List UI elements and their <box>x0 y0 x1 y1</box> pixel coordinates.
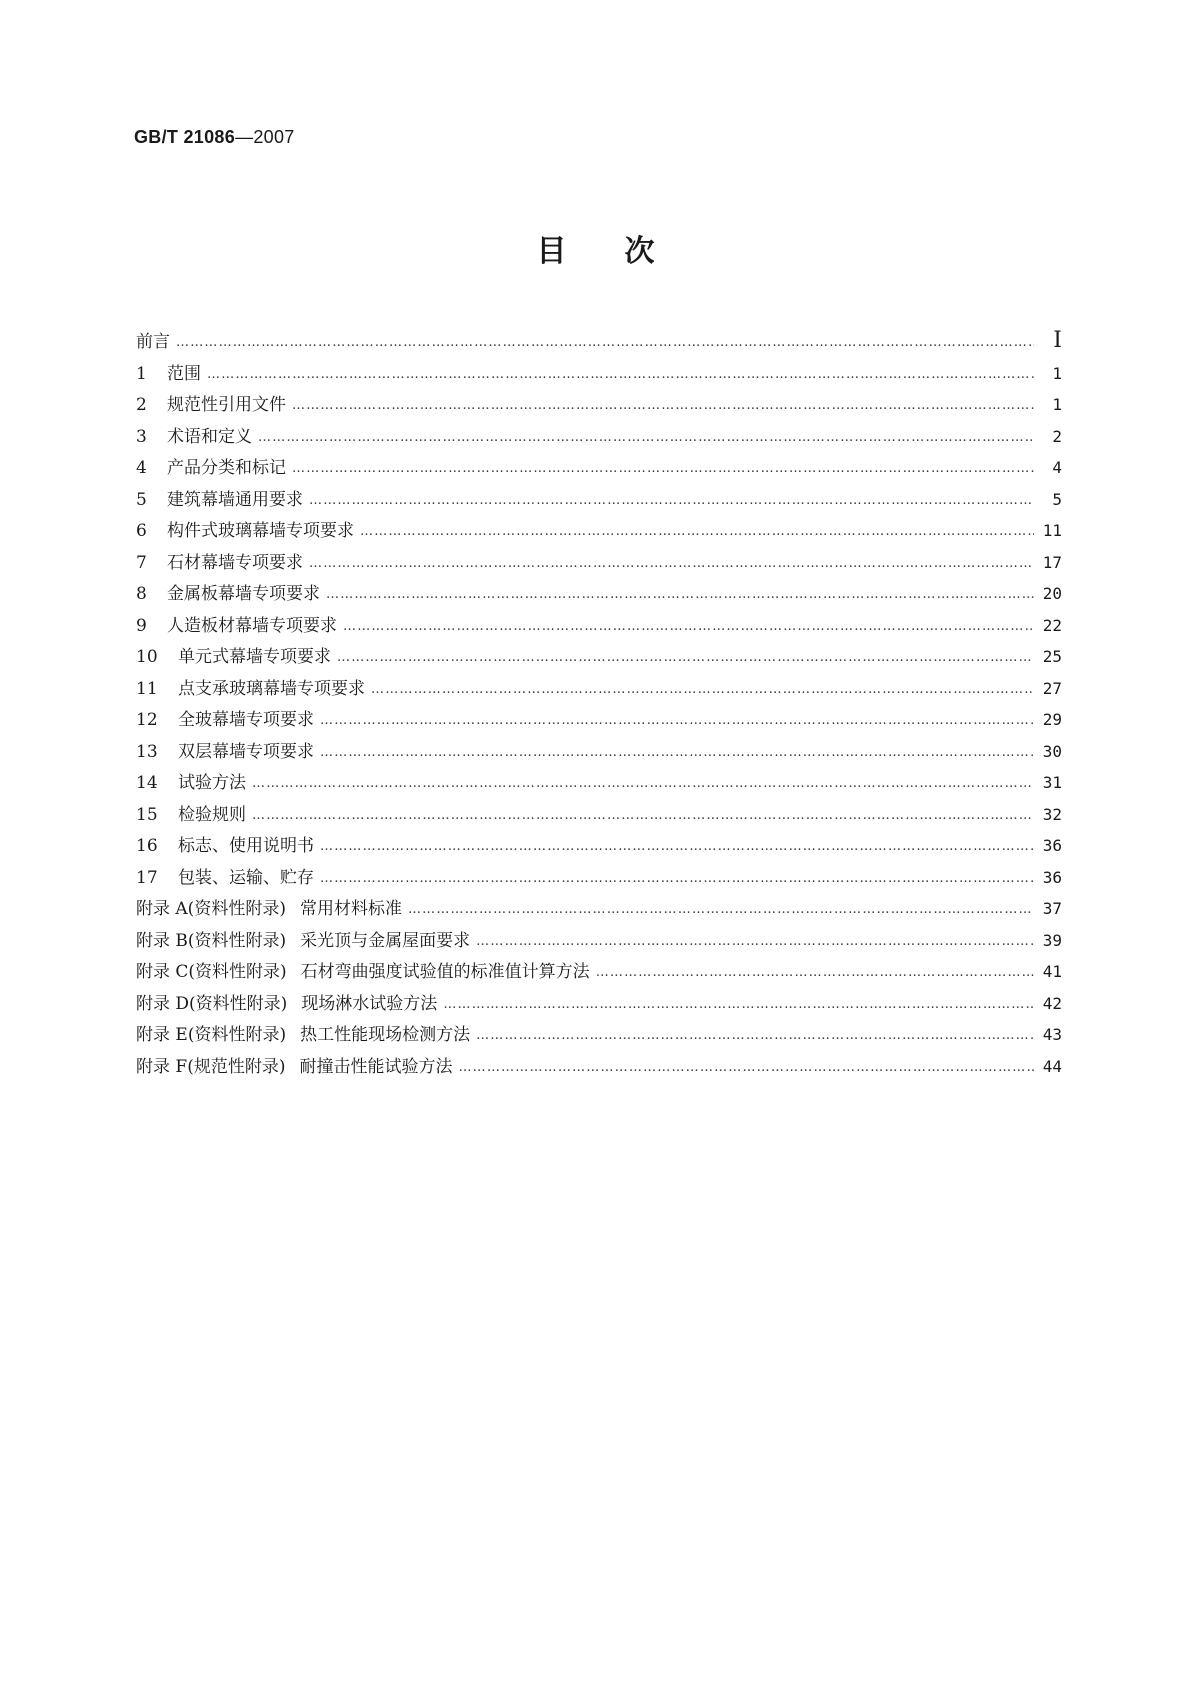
toc-entry-appendix-d[interactable] <box>136 989 1062 1021</box>
toc-page-number: 37 <box>1042 899 1062 918</box>
toc-entry-appendix-a[interactable] <box>136 894 1062 926</box>
toc-page-number: 31 <box>1042 773 1062 792</box>
toc-leader-dots <box>476 934 1034 949</box>
toc-leader-dots <box>476 1028 1034 1043</box>
toc-entry[interactable] <box>136 831 1062 863</box>
toc-entry-appendix-c[interactable] <box>136 957 1062 989</box>
toc-entry[interactable] <box>136 674 1062 706</box>
toc-page-number: 25 <box>1042 647 1062 666</box>
toc-section-number: 9 <box>136 615 147 636</box>
toc-section-number: 3 <box>136 426 147 447</box>
toc-entry-title: 试验方法 <box>178 773 246 793</box>
toc-entry-title: 采光顶与金属屋面要求 <box>300 930 471 951</box>
toc-leader-dots <box>309 493 1034 508</box>
toc-section-number: 8 <box>136 584 147 604</box>
toc-leader-dots <box>326 587 1034 602</box>
toc-leader-dots <box>408 902 1034 917</box>
toc-page-number: 22 <box>1042 615 1062 635</box>
toc-page-number: 30 <box>1042 741 1062 761</box>
toc-section-number: 7 <box>136 552 147 573</box>
toc-page-number: 41 <box>1042 962 1062 981</box>
toc-section-number: 16 <box>136 836 158 856</box>
toc-leader-dots <box>320 713 1034 728</box>
toc-entry-title: 常用材料标准 <box>299 899 402 919</box>
toc-entry-title: 术语和定义 <box>167 426 252 447</box>
toc-entry-title: 建筑幕墙通用要求 <box>167 489 303 510</box>
toc-entry-title: 包装、运输、贮存 <box>178 867 314 888</box>
toc-page-number: 43 <box>1042 1025 1062 1044</box>
toc-entry[interactable] <box>136 768 1062 800</box>
toc-entry-title: 石材幕墙专项要求 <box>167 552 303 573</box>
toc-page-number: 42 <box>1042 993 1062 1013</box>
toc-entry-title: 构件式玻璃幕墙专项要求 <box>167 521 354 541</box>
toc-page-number: 11 <box>1042 521 1062 540</box>
toc-section-number: 11 <box>136 678 158 699</box>
toc-page-number: 29 <box>1042 710 1062 729</box>
toc-leader-dots <box>360 524 1034 539</box>
toc-entry[interactable] <box>136 516 1062 548</box>
table-of-contents <box>136 327 1062 1083</box>
toc-leader-dots <box>292 398 1034 413</box>
toc-entry[interactable] <box>136 579 1062 611</box>
toc-entry[interactable] <box>136 390 1062 422</box>
toc-page-number: 17 <box>1042 552 1062 572</box>
toc-section-number: 6 <box>136 521 147 541</box>
toc-page-number: 36 <box>1042 867 1062 887</box>
toc-page-number: Ⅰ <box>1053 328 1062 353</box>
toc-entry-title: 石材弯曲强度试验值的标准值计算方法 <box>300 962 590 982</box>
toc-leader-dots <box>207 367 1034 382</box>
toc-appendix-label: 附录 C(资料性附录) <box>136 962 287 982</box>
toc-leader-dots <box>320 839 1034 854</box>
toc-entry[interactable] <box>136 800 1062 832</box>
standard-code-number: GB/T 21086 <box>134 127 236 147</box>
toc-appendix-label: 附录 E(资料性附录) <box>136 1025 287 1045</box>
toc-leader-dots <box>596 965 1034 980</box>
toc-entry-appendix-e[interactable] <box>136 1020 1062 1052</box>
toc-leader-dots <box>176 335 1034 350</box>
toc-entry-title: 双层幕墙专项要求 <box>178 741 314 762</box>
toc-leader-dots <box>443 997 1034 1012</box>
toc-entry[interactable] <box>136 359 1062 391</box>
toc-entry[interactable] <box>136 642 1062 674</box>
toc-entry-title: 规范性引用文件 <box>167 395 286 415</box>
toc-leader-dots <box>292 461 1034 476</box>
toc-entry-title: 金属板幕墙专项要求 <box>167 584 320 604</box>
toc-entry-appendix-b[interactable] <box>136 926 1062 958</box>
toc-section-number: 17 <box>136 867 158 888</box>
toc-entry-title: 现场淋水试验方法 <box>301 993 438 1014</box>
page-title: 目次 <box>536 234 713 269</box>
toc-entry-title: 人造板材幕墙专项要求 <box>167 615 337 636</box>
toc-entry[interactable] <box>136 863 1062 895</box>
toc-leader-dots <box>252 808 1034 823</box>
toc-entry[interactable] <box>136 453 1062 485</box>
toc-section-number: 14 <box>136 773 158 793</box>
toc-page-number: 1 <box>1052 395 1062 414</box>
toc-section-number: 12 <box>136 710 158 730</box>
toc-section-number: 13 <box>136 741 158 762</box>
toc-entry[interactable] <box>136 705 1062 737</box>
toc-section-number: 4 <box>136 458 147 478</box>
toc-entry-title: 点支承玻璃幕墙专项要求 <box>178 678 365 699</box>
toc-page-number: 27 <box>1042 678 1062 698</box>
toc-page-number: 2 <box>1052 426 1062 446</box>
toc-entry[interactable] <box>136 485 1062 517</box>
toc-appendix-label: 附录 D(资料性附录) <box>136 993 288 1014</box>
toc-page-number: 4 <box>1052 458 1062 477</box>
toc-entry-title: 产品分类和标记 <box>167 458 286 478</box>
toc-entry-title: 耐撞击性能试验方法 <box>299 1056 453 1077</box>
toc-entry-foreword[interactable] <box>136 327 1062 359</box>
toc-entry-title: 范围 <box>167 363 201 384</box>
toc-leader-dots <box>337 650 1034 665</box>
toc-leader-dots <box>458 1060 1034 1075</box>
toc-page-number: 5 <box>1052 489 1062 509</box>
toc-leader-dots <box>258 430 1034 445</box>
toc-leader-dots <box>371 682 1034 697</box>
toc-section-number: 10 <box>136 647 158 667</box>
toc-entry[interactable] <box>136 422 1062 454</box>
toc-section-number: 15 <box>136 804 158 825</box>
toc-entry[interactable] <box>136 737 1062 769</box>
toc-page-number: 1 <box>1052 363 1062 383</box>
toc-entry[interactable] <box>136 611 1062 643</box>
toc-leader-dots <box>320 745 1034 760</box>
toc-entry[interactable] <box>136 548 1062 580</box>
toc-page-number: 32 <box>1042 804 1062 824</box>
toc-leader-dots <box>343 619 1034 634</box>
toc-section-number: 5 <box>136 489 147 510</box>
toc-appendix-label: 附录 F(规范性附录) <box>136 1056 286 1077</box>
toc-page-number: 44 <box>1042 1056 1062 1076</box>
toc-page-number: 39 <box>1042 930 1062 950</box>
toc-entry-title: 标志、使用说明书 <box>178 836 314 856</box>
toc-entry-appendix-f[interactable] <box>136 1052 1062 1084</box>
toc-entry-title: 全玻幕墙专项要求 <box>178 710 314 730</box>
toc-leader-dots <box>252 776 1034 791</box>
toc-page-number: 36 <box>1042 836 1062 855</box>
toc-entry-title: 前言 <box>136 332 170 352</box>
toc-entry-title: 检验规则 <box>178 804 246 825</box>
toc-leader-dots <box>320 871 1034 886</box>
toc-leader-dots <box>309 556 1034 571</box>
toc-section-number: 2 <box>136 395 147 415</box>
toc-entry-title: 单元式幕墙专项要求 <box>178 647 331 667</box>
toc-page-number: 20 <box>1042 584 1062 603</box>
toc-appendix-label: 附录 B(资料性附录) <box>136 930 287 951</box>
toc-appendix-label: 附录 A(资料性附录) <box>136 899 286 919</box>
standard-code <box>134 127 295 148</box>
standard-code-year: —2007 <box>235 127 295 147</box>
toc-section-number: 1 <box>136 363 147 384</box>
toc-entry-title: 热工性能现场检测方法 <box>300 1025 471 1045</box>
